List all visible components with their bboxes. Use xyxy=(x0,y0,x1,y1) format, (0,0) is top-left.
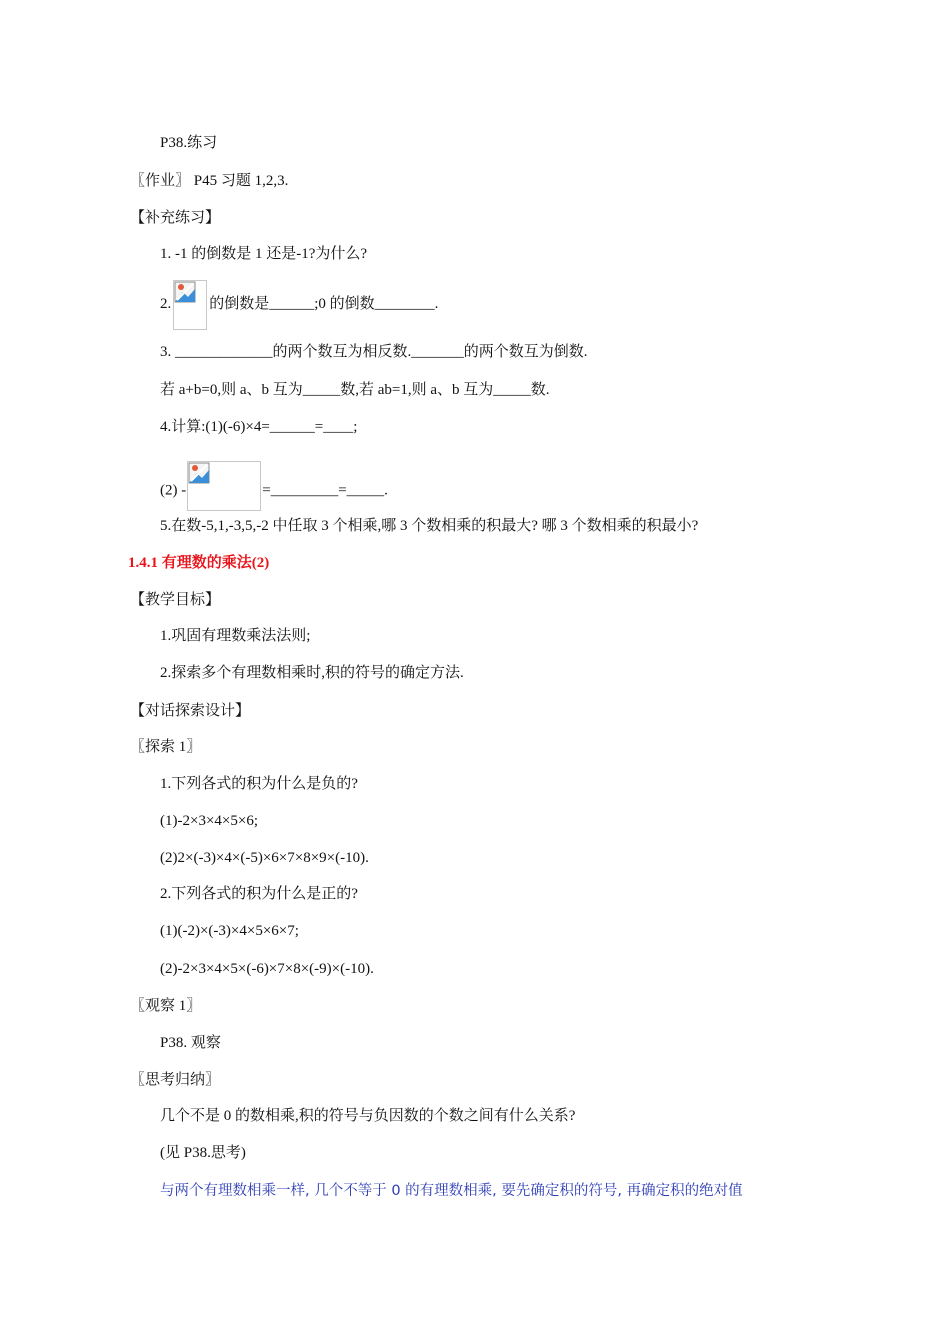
objective-2: 2.探索多个有理数相乘时,积的符号的确定方法. xyxy=(160,665,464,681)
reflect-ref: (见 P38.思考) xyxy=(160,1145,246,1161)
reflect-heading: 〖思考归纳〗 xyxy=(130,1072,221,1088)
supplementary-heading: 【补充练习】 xyxy=(130,210,221,226)
question-4-part-2 xyxy=(160,466,388,499)
question-4-part-2-text: =_________=_____. xyxy=(262,482,388,499)
explore-item-1: 1.下列各式的积为什么是负的? xyxy=(160,776,358,792)
question-4-part-2-label: (2) - xyxy=(160,482,187,499)
explore-1-heading: 〖探索 1〗 xyxy=(130,739,202,755)
objective-1: 1.巩固有理数乘法法则; xyxy=(160,628,311,644)
explore-item-1-1: (1)-2×3×4×5×6; xyxy=(160,813,258,829)
question-3-continued: 若 a+b=0,则 a、b 互为_____数,若 ab=1,则 a、b 互为_____数. xyxy=(160,382,550,398)
dialogue-heading: 【对话探索设计】 xyxy=(130,703,251,719)
question-3: 3. _____________的两个数互为相反数._______的两个数互为倒数. xyxy=(160,344,588,360)
broken-image-icon xyxy=(173,280,207,330)
observe-1-heading: 〖观察 1〗 xyxy=(130,998,202,1014)
explore-item-1-2: (2)2×(-3)×4×(-5)×6×7×8×9×(-10). xyxy=(160,850,369,866)
reflect-question: 几个不是 0 的数相乘,积的符号与负因数的个数之间有什么关系? xyxy=(160,1108,576,1124)
question-2 xyxy=(160,294,438,314)
explore-item-2: 2.下列各式的积为什么是正的? xyxy=(160,886,358,902)
question-1: 1. -1 的倒数是 1 还是-1?为什么? xyxy=(160,246,368,262)
conclusion-note: 与两个有理数相乘一样, 几个不等于 0 的有理数相乘, 要先确定积的符号, 再确定积的绝对值 xyxy=(160,1183,743,1199)
explore-item-2-2: (2)-2×3×4×5×(-6)×7×8×(-9)×(-10). xyxy=(160,961,374,977)
question-5: 5.在数-5,1,-3,5,-2 中任取 3 个相乘,哪 3 个数相乘的积最大? 哪 3 个数相乘的积最小? xyxy=(160,518,699,534)
broken-image-icon xyxy=(187,461,261,511)
question-2-text: 的倒数是______;0 的倒数________. xyxy=(209,296,439,312)
section-title: 1.4.1 有理数的乘法(2) xyxy=(128,555,270,571)
question-4: 4.计算:(1)(-6)×4=______=____; xyxy=(160,419,358,435)
explore-item-2-1: (1)(-2)×(-3)×4×5×6×7; xyxy=(160,923,299,939)
objectives-heading: 【教学目标】 xyxy=(130,592,221,608)
practice-ref: P38.练习 xyxy=(160,135,218,151)
observe-ref: P38. 观察 xyxy=(160,1035,221,1051)
question-2-number: 2. xyxy=(160,296,172,312)
homework-line: 〖作业〗 P45 习题 1,2,3. xyxy=(130,173,289,189)
